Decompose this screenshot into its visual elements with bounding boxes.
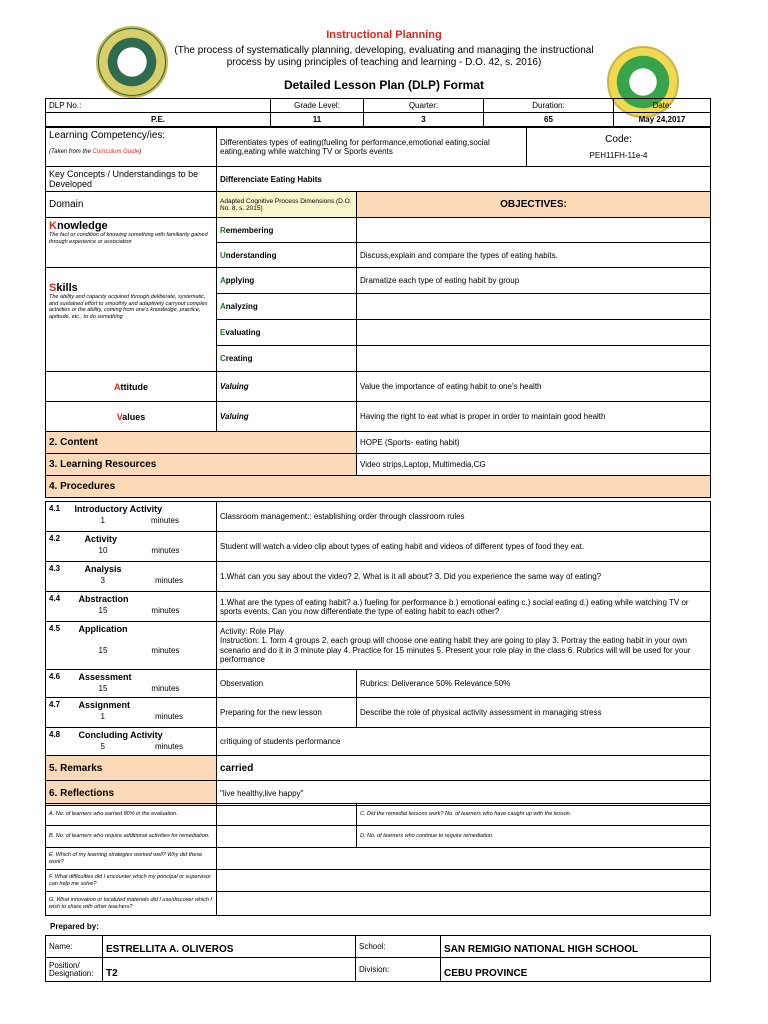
reflection-e: E. Which of my learning strategies worked well? Why did these work? <box>46 848 217 870</box>
reflection-f: F. What difficulties did I encounter which my principal or supervisor can help me solve? <box>46 870 217 892</box>
remarks-text: carried <box>217 756 711 781</box>
values-objective: Having the right to eat what is proper in order to maintain good health <box>357 402 711 432</box>
name-label: Name: <box>46 936 103 958</box>
concepts-text: Differenciate Eating Habits <box>217 167 711 192</box>
reflection-a-answer <box>217 804 357 826</box>
assessment-text2: Rubrics: Deliverance 50% Relevance 50% <box>357 670 711 698</box>
format-title: Detailed Lesson Plan (DLP) Format <box>283 78 485 92</box>
values-process: Valuing <box>217 402 357 432</box>
procedure-row <box>46 592 711 622</box>
procedure-name: Application <box>78 624 128 634</box>
school-label: School: <box>356 936 441 958</box>
remembering-objective <box>357 218 711 243</box>
domain-label: Domain <box>46 192 217 218</box>
code-cell <box>527 128 711 167</box>
procedure-name-cell <box>72 728 217 756</box>
procedure-name: Assessment <box>78 672 132 682</box>
understanding-objective: Discuss,explain and compare the types of eating habits. <box>357 243 711 268</box>
procedure-time: 15 minutes <box>98 606 180 615</box>
procedure-num: 4.6 <box>46 670 72 698</box>
skills-label: kills <box>56 282 78 294</box>
procedure-row <box>46 532 711 562</box>
assignment-text: Preparing for the new lesson <box>217 698 357 728</box>
attitude-process: Valuing <box>217 372 357 402</box>
applying-label: Applying <box>217 268 357 294</box>
procedure-text: 1.What are the types of eating habit? a.) fueling for performance b.) emotional eating c.) social eating d.) eating while watching TV or sports events. Can you now differentiate the type of eating habit to each other? <box>217 592 711 622</box>
resources-label: 3. Learning Resources <box>46 454 357 476</box>
curriculum-guide-link: Curriculum Guide <box>92 149 140 155</box>
procedure-time: 5 minutes <box>100 742 183 751</box>
remembering-label: Remembering <box>217 218 357 243</box>
grade: 11 <box>271 113 364 127</box>
competency-note: (Taken from the Curriculum Guide) <box>49 149 142 155</box>
procedure-row <box>46 502 711 532</box>
procedure-name-cell <box>72 562 217 592</box>
reflection-d: D. No. of learners who continue to require remediation. <box>357 826 711 848</box>
skills-initial: S <box>49 282 57 294</box>
procedure-name-cell <box>72 670 217 698</box>
assignment-text2: Describe the role of physical activity assessment in managing stress <box>357 698 711 728</box>
knowledge-label: nowledge <box>56 220 108 232</box>
reflection-b: B. No. of learners who require additional activities for remediation. <box>46 826 217 848</box>
concluding-row <box>46 728 711 756</box>
procedure-row <box>46 562 711 592</box>
subject: P.E. <box>46 113 271 127</box>
procedure-time: 10 minutes <box>98 546 180 555</box>
values-label: Values <box>46 402 217 432</box>
creating-label: Creating <box>217 346 357 372</box>
assessment-row <box>46 670 711 698</box>
procedure-name: Assignment <box>78 700 131 710</box>
procedure-name-cell <box>72 592 217 622</box>
division-value: CEBU PROVINCE <box>441 958 711 982</box>
position-label: Position/ Designation: <box>46 958 103 982</box>
procedure-row <box>46 622 711 670</box>
procedure-name: Analysis <box>84 564 122 574</box>
analyzing-label: Analyzing <box>217 294 357 320</box>
concepts-label: Key Concepts / Understandings to be Developed <box>46 167 217 192</box>
reflection-b-answer <box>217 826 357 848</box>
school-name: SAN REMIGIO NATIONAL HIGH SCHOOL <box>441 936 711 958</box>
concluding-text: critiquing of students performance <box>217 728 711 756</box>
evaluating-objective <box>357 320 711 346</box>
knowledge-initial: K <box>49 220 57 232</box>
reflection-questions-table <box>45 803 711 916</box>
procedure-time: 15 minutes <box>98 646 180 655</box>
prepared-by-label: Prepared by: <box>50 922 99 931</box>
code: PEH11FH-11e-4 <box>589 151 648 160</box>
reflection-g: G. What innovation or localized materials did I use/discover which I wish to share with other teachers? <box>46 892 217 916</box>
procedure-num: 4.3 <box>46 562 72 592</box>
dlp-no-label: DLP No.: <box>46 99 271 113</box>
reflection-a: A. No. of learners who earned 80% in the evaluation. <box>46 804 217 826</box>
analyzing-objective <box>357 294 711 320</box>
duration: 65 <box>484 113 614 127</box>
quarter: 3 <box>364 113 484 127</box>
procedure-num: 4.4 <box>46 592 72 622</box>
competency-text: Differentiates types of eating(fueling for performance,emotional eating,social eating,eating while watching TV or Sports events <box>217 128 527 167</box>
page-subtitle: (The process of systematically planning, developing, evaluating and managing the instructional process by using principles of teaching and learning - D.O. 42, s. 2016) <box>174 45 594 68</box>
dimensions-label: Adapted Cognitive Process Dimensions (D.O. No. 8, s. 2015) <box>217 192 357 218</box>
knowledge-cell <box>46 218 217 268</box>
info-table <box>45 98 711 127</box>
procedure-time: 1 minutes <box>100 516 179 525</box>
lesson-plan-table <box>45 127 711 498</box>
division-label: Division: <box>356 958 441 982</box>
procedure-name: Introductory Activity <box>74 504 163 514</box>
procedures-table <box>45 501 711 806</box>
teacher-name: ESTRELLITA A. OLIVEROS <box>103 936 356 958</box>
prepared-by-table <box>45 935 711 982</box>
content-label: 2. Content <box>46 432 357 454</box>
procedure-text: Student will watch a video clip about types of eating habit and videos of different types of food they eat. <box>217 532 711 562</box>
procedure-num: 4.7 <box>46 698 72 728</box>
evaluating-label: Evaluating <box>217 320 357 346</box>
reflection-e-answer <box>217 848 711 870</box>
skills-desc: The ability and capacity acquired through deliberate, systematic, and sustained effort to smoothly and adaptively carryout complex activities or the ability, coming from one's knowledge, practice, aptitude, etc., to do something <box>49 294 208 320</box>
creating-objective <box>357 346 711 372</box>
reflection-f-answer <box>217 870 711 892</box>
procedure-name-cell <box>72 622 217 670</box>
procedure-text: 1.What can you say about the video? 2. What is it all about? 3. Did you experience the same way of eating? <box>217 562 711 592</box>
procedure-time: 3 minutes <box>100 576 183 585</box>
attitude-label: Attitude <box>46 372 217 402</box>
procedure-name: Concluding Activity <box>78 730 163 740</box>
procedure-num: 4.8 <box>46 728 72 756</box>
procedure-time: 1 minutes <box>100 712 183 721</box>
procedure-text: Activity: Role Play Instruction: 1. form 4 groups 2. each group will choose one eating habit they are going to play 3. Portray the eating habit in your own scenario and do it in 3 minute play 4. Practice for 15 minutes 5. Present your role play in the class 6. Rubrics will will be used for your performance <box>217 622 711 670</box>
procedure-num: 4.1 <box>46 502 72 532</box>
procedure-name-cell <box>72 532 217 562</box>
content-text: HOPE (Sports- eating habit) <box>357 432 711 454</box>
resources-text: Video strips,Laptop, Multimedia,CG <box>357 454 711 476</box>
assignment-row <box>46 698 711 728</box>
reflections-label: 6. Reflections <box>46 781 217 806</box>
procedure-name: Activity <box>84 534 118 544</box>
procedure-num: 4.5 <box>46 622 72 670</box>
procedure-name-cell <box>72 698 217 728</box>
knowledge-desc: The fact or condition of knowing something with familiarity gained through experience or association <box>49 232 208 245</box>
position-value: T2 <box>103 958 356 982</box>
procedure-text: Classroom management:: establishing order through classroom rules <box>217 502 711 532</box>
reflections-text: "live healthy,live happy" <box>217 781 711 806</box>
understanding-label: Understanding <box>217 243 357 268</box>
procedure-time: 15 minutes <box>98 684 180 693</box>
reflection-g-answer <box>217 892 711 916</box>
remarks-label: 5. Remarks <box>46 756 217 781</box>
competency-label-cell <box>46 128 217 167</box>
procedure-name: Abstraction <box>78 594 129 604</box>
skills-cell <box>46 268 217 372</box>
page-title: Instructional Planning <box>326 29 442 41</box>
date: May 24,2017 <box>614 113 711 127</box>
applying-objective: Dramatize each type of eating habit by group <box>357 268 711 294</box>
code-label: Code: <box>605 134 632 145</box>
grade-label: Grade Level: <box>271 99 364 113</box>
procedure-num: 4.2 <box>46 532 72 562</box>
attitude-objective: Value the importance of eating habit to one's health <box>357 372 711 402</box>
assessment-text: Observation <box>217 670 357 698</box>
competency-label: Learning Competency/ies: <box>49 130 166 141</box>
procedures-label: 4. Procedures <box>46 476 711 498</box>
quarter-label: Quarter: <box>364 99 484 113</box>
duration-label: Duration: <box>484 99 614 113</box>
objectives-header: OBJECTIVES: <box>357 192 711 218</box>
reflection-c: C. Did the remedial lessons work? No. of learners who have caught up with the lesson. <box>357 804 711 826</box>
date-label: Date: <box>614 99 711 113</box>
procedure-name-cell <box>72 502 217 532</box>
